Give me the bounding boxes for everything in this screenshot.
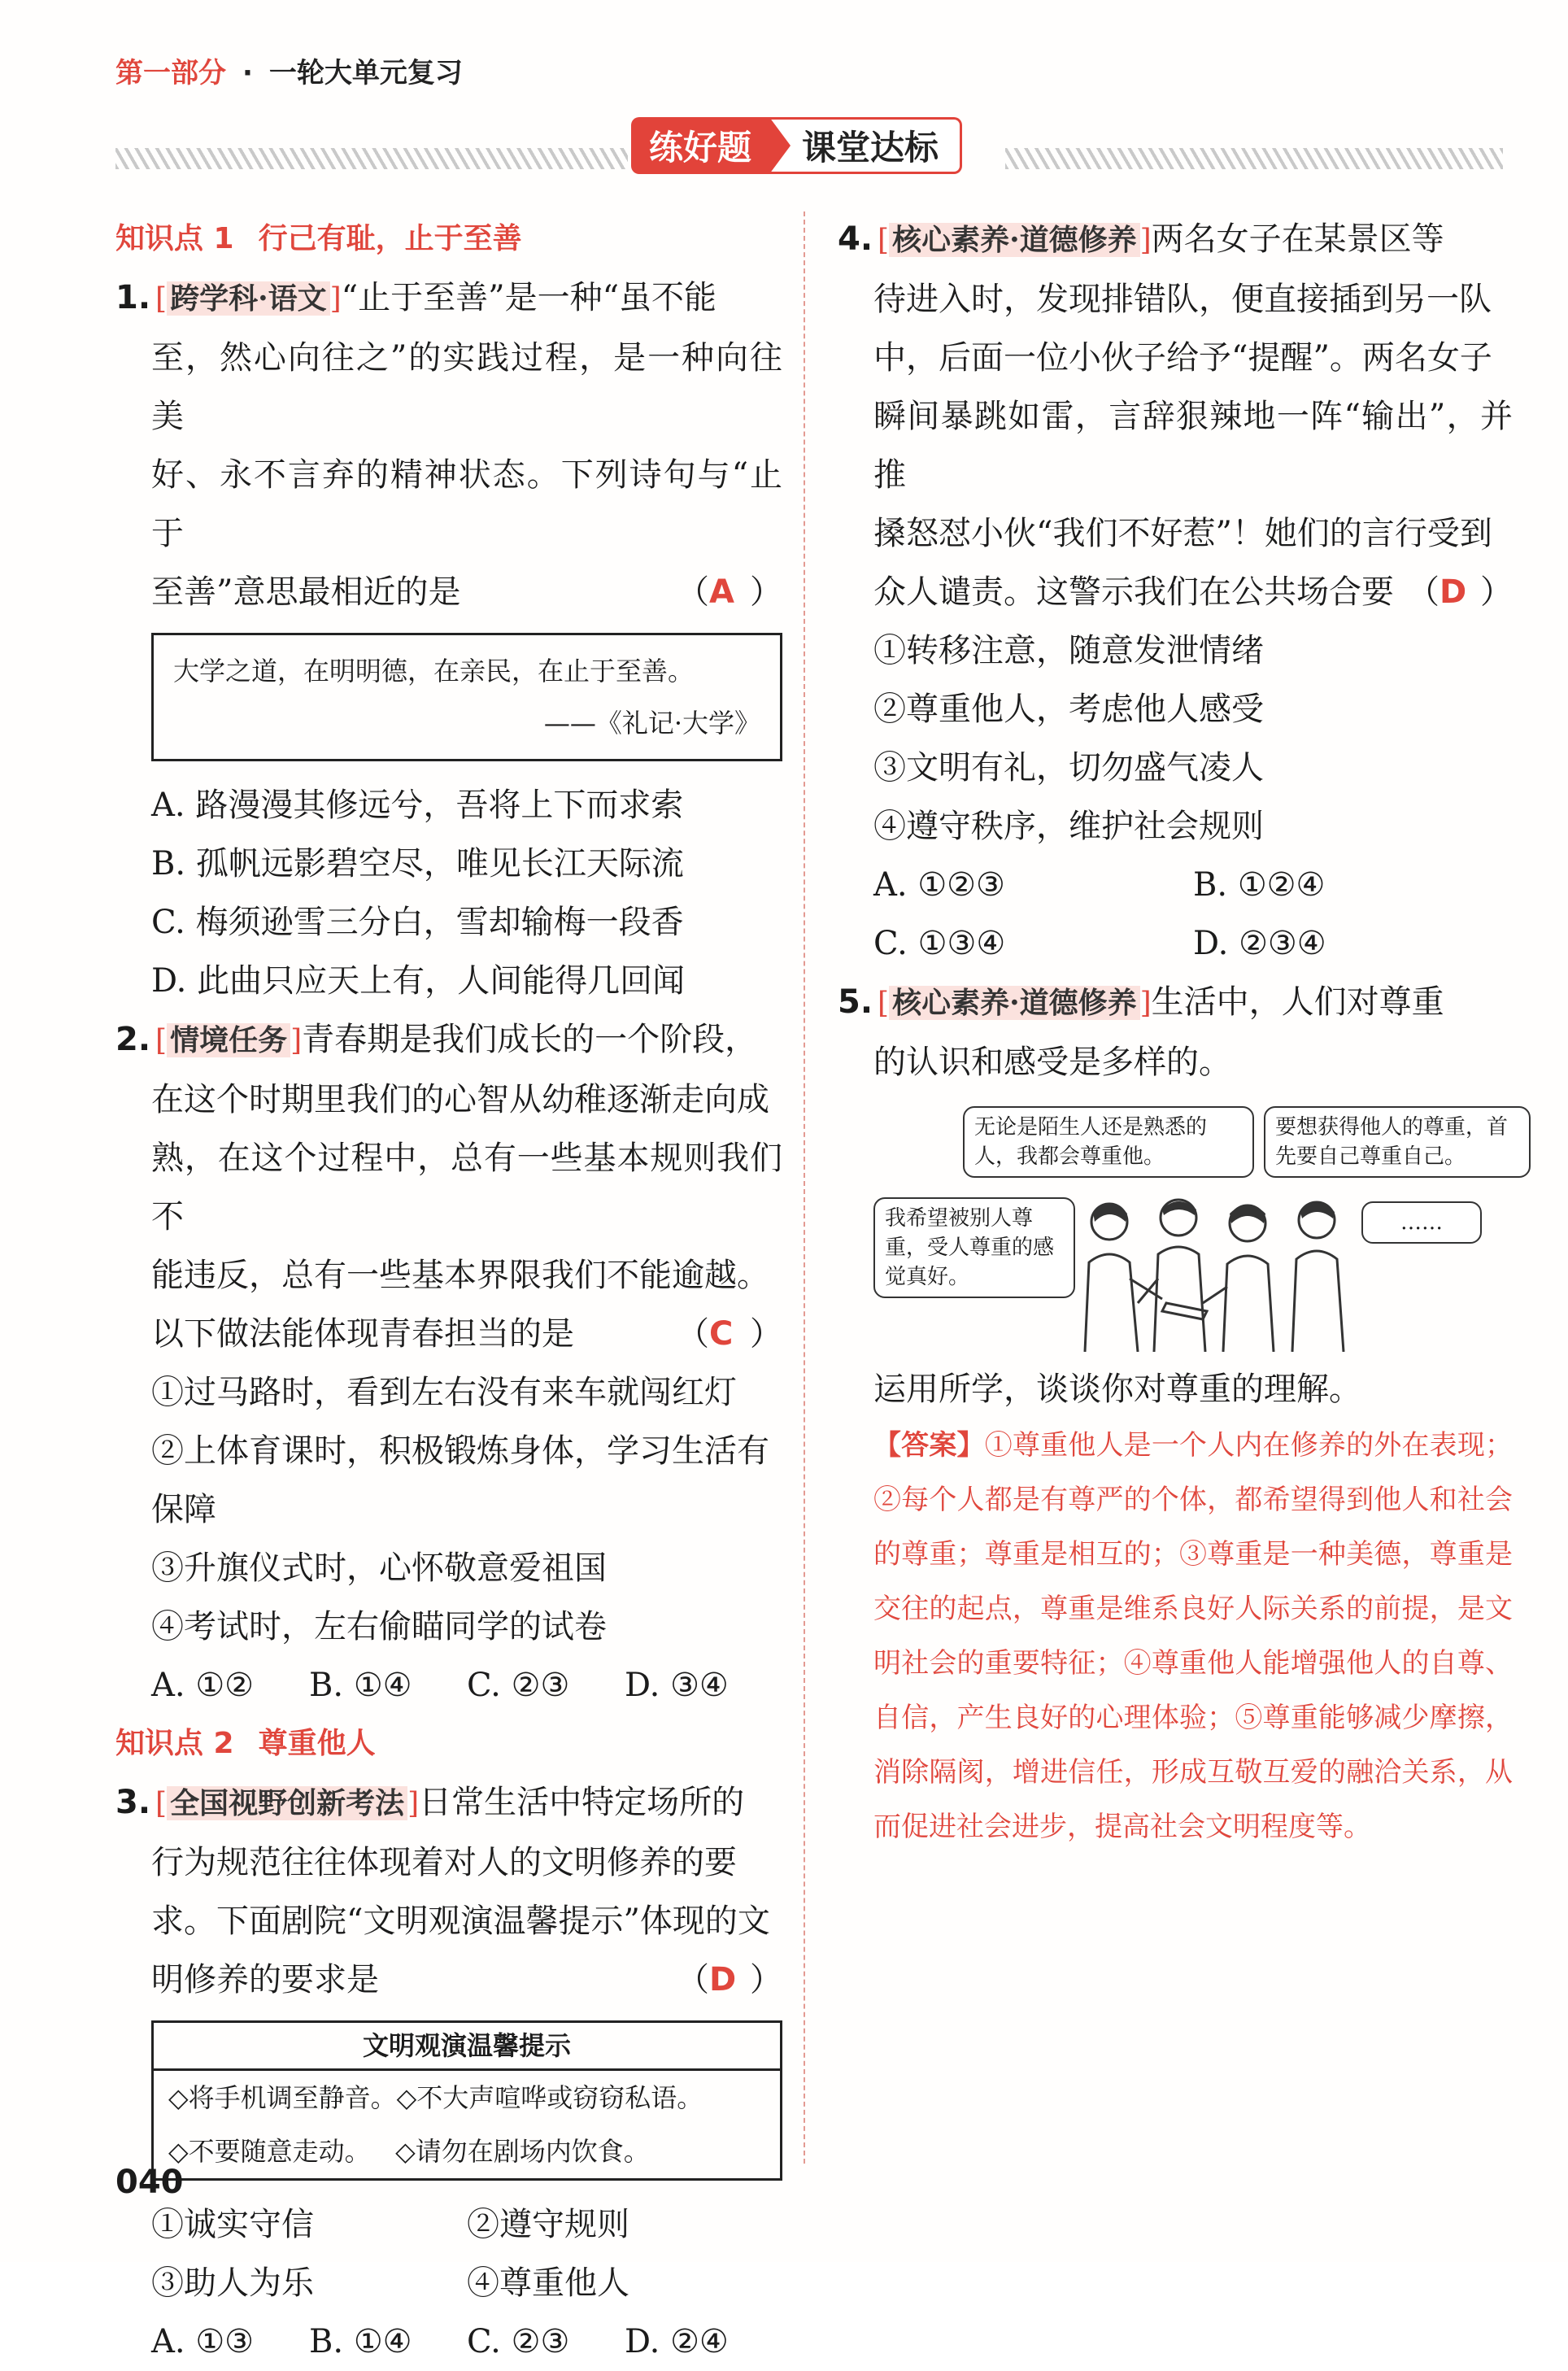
statement-1: ①过马路时，看到左右没有来车就闯红灯 (151, 1374, 737, 1411)
paren-open: （ (677, 573, 709, 611)
quote-source: ——《礼记·大学》 (543, 708, 760, 739)
statement-2: ②遵守规则 (467, 2206, 629, 2243)
page-header (115, 50, 463, 90)
answer-parens (1407, 563, 1513, 621)
statements-row (115, 2254, 782, 2312)
answer-letter: A (709, 573, 734, 611)
paren-open: （ (677, 1961, 709, 1998)
stem-line-last (115, 563, 782, 621)
statement-4: ④遵守秩序，维护社会规则 (873, 808, 1264, 845)
paren-close: ） (1480, 573, 1513, 611)
answer-label: 【答案】 (873, 1429, 985, 1462)
tag-bracket-open: [ (155, 1024, 168, 1057)
knowledge-point-2 (115, 1715, 782, 1773)
tag-text: 全国视野创新考法 (167, 1786, 407, 1820)
question-tag (878, 987, 1152, 1020)
stem-line: 能违反，总有一些基本界限我们不能逾越。 (151, 1257, 769, 1294)
stem-line: 搡怒怼小伙“我们不好惹”！她们的言行受到 (873, 515, 1492, 552)
speech-bubble-1: 无论是陌生人还是熟悉的人，我都会尊重他。 (963, 1106, 1254, 1178)
options-row (115, 1656, 782, 1715)
question-tag (878, 224, 1152, 257)
question-number: 5. (838, 983, 873, 1021)
options-row (838, 856, 1513, 914)
tag-bracket-close: ] (407, 1787, 420, 1820)
stem-line: 至，然心向往之”的实践过程，是一种向往美 (151, 339, 782, 435)
right-column (838, 210, 1513, 1855)
question-5 (838, 973, 1513, 1855)
stem-line: 的认识和感受是多样的。 (873, 1044, 1231, 1081)
decor-stripe-right (1005, 148, 1503, 169)
question-tag (155, 1024, 302, 1057)
quote-text: 大学之道，在明明德，在亲民，在止于至善。 (173, 656, 695, 686)
question-tag (155, 282, 342, 316)
answer-block (838, 1419, 1513, 1855)
kp-title: 尊重他人 (258, 1727, 376, 1760)
decor-stripe-left (115, 148, 628, 169)
tag-bracket-close: ] (290, 1024, 303, 1057)
section-banner (631, 117, 962, 174)
question-stem (838, 973, 1513, 1033)
question-stem (115, 1010, 782, 1070)
paren-close: ） (750, 1961, 782, 1998)
stem-line: 众人谴责。这警示我们在公共场合要 (873, 573, 1394, 611)
option-b: B. 孤帆远影碧空尽，唯见长江天际流 (151, 845, 684, 883)
header-subtitle: 一轮大单元复习 (268, 57, 463, 89)
stem-line: 中，后面一位小伙子给予“提醒”。两名女子 (873, 339, 1492, 377)
stem-line-last (115, 1950, 782, 2009)
tag-text: 跨学科·语文 (167, 281, 330, 316)
answer-parens (677, 1305, 782, 1363)
tag-bracket-open: [ (155, 282, 168, 316)
question-3 (115, 1773, 782, 2371)
paren-close: ） (750, 1315, 782, 1353)
statement-2: ②上体育课时，积极锻炼身体，学习生活有保障 (151, 1432, 769, 1528)
stem-line: 青春期是我们成长的一个阶段， (302, 1021, 758, 1058)
stem-line: 求。下面剧院“文明观演温馨提示”体现的文 (151, 1902, 770, 1940)
stem-line: “止于至善”是一种“虽不能 (341, 279, 717, 316)
question-4 (838, 210, 1513, 973)
stem-line: 熟，在这个过程中，总有一些基本规则我们不 (151, 1140, 782, 1236)
statement-1: ①诚实守信 (151, 2206, 314, 2243)
left-column (115, 210, 782, 2371)
statement-4: ④考试时，左右偷瞄同学的试卷 (151, 1608, 607, 1645)
question-1 (115, 268, 782, 1010)
question-stem (115, 1773, 782, 1833)
tag-bracket-close: ] (1139, 987, 1152, 1020)
option-d: D. ②④ (625, 2323, 729, 2360)
stem-line: 生活中，人们对尊重 (1151, 983, 1444, 1021)
statement-3: ③文明有礼，切勿盛气凌人 (873, 749, 1264, 787)
tag-text: 情境任务 (167, 1023, 290, 1057)
option-b: B. ①④ (309, 2323, 412, 2360)
speech-bubble-2: 要想获得他人的尊重，首先要自己尊重自己。 (1264, 1106, 1531, 1178)
option-c: C. ②③ (467, 2323, 570, 2360)
paren-open: （ (1407, 573, 1440, 611)
stem-line: 行为规范往往体现着对人的文明修养的要 (151, 1844, 737, 1881)
option-a: A. 路漫漫其修远兮，吾将上下而求索 (151, 787, 684, 824)
column-divider (804, 211, 805, 2164)
option-c: C. ②③ (467, 1667, 570, 1704)
statement-3: ③升旗仪式时，心怀敬意爱祖国 (151, 1549, 607, 1587)
notice-row: ◇将手机调至静音。◇不大声喧哗或窃窃私语。 (168, 2082, 703, 2113)
tag-bracket-close: ] (1139, 224, 1152, 257)
question-tag (155, 1787, 419, 1820)
tag-text: 核心素养·道德修养 (889, 223, 1140, 257)
statement-1: ①转移注意，随意发泄情绪 (873, 632, 1264, 669)
quote-box (151, 633, 782, 761)
paren-open: （ (677, 1315, 709, 1353)
paren-close: ） (750, 573, 782, 611)
question-number: 2. (115, 1021, 151, 1058)
answer-parens (677, 1950, 782, 2009)
option-d: D. 此曲只应天上有，人间能得几回闻 (151, 962, 686, 1000)
question-2 (115, 1010, 782, 1715)
answer-letter: D (709, 1961, 737, 1998)
tag-bracket-open: [ (155, 1787, 168, 1820)
page-number: 040 (115, 2164, 184, 2201)
question-stem (838, 210, 1513, 270)
option-a: A. ①③ (151, 2323, 255, 2360)
option-d: D. ②③④ (1193, 925, 1326, 962)
question-prompt: 运用所学，谈谈你对尊重的理解。 (873, 1371, 1361, 1408)
notice-title: 文明观演温馨提示 (154, 2023, 780, 2071)
tag-text: 核心素养·道德修养 (889, 986, 1140, 1020)
notice-box (151, 2020, 782, 2181)
kp-title: 行己有耻，止于至善 (258, 222, 522, 255)
question-number: 4. (838, 220, 873, 258)
knowledge-point-1 (115, 210, 782, 268)
option-c: C. 梅须逊雪三分白，雪却输梅一段香 (151, 904, 684, 941)
statement-2: ②尊重他人，考虑他人感受 (873, 691, 1264, 728)
option-d: D. ③④ (625, 1667, 729, 1704)
answer-text: ①尊重他人是一个人内在修养的外在表现；②每个人都是有尊严的个体，都希望得到他人和社会的尊重；尊重是相互的；③尊重是一种美德，尊重是交往的起点，尊重是维系良好人际关系的前提，是文明社会的重要特征；④尊重他人能增强他人的自尊、自信，产生良好的心理体验；⑤尊重能够减少摩擦，消除隔阂，增进信任，形成互敬互爱的融洽关系，从而促进社会进步，提高社会文明程度等。 (873, 1429, 1514, 1843)
stem-line: 在这个时期里我们的心智从幼稚逐渐走向成 (151, 1081, 769, 1118)
question-number: 3. (115, 1784, 151, 1821)
kp-number: 知识点 2 (115, 1727, 234, 1760)
notice-item: ◇不要随意走动。 (168, 2136, 371, 2167)
option-a: A. ①② (151, 1667, 255, 1704)
stem-line-last (115, 1305, 782, 1363)
answer-parens (677, 563, 782, 621)
statement-3: ③助人为乐 (151, 2264, 314, 2302)
option-b: B. ①④ (309, 1667, 412, 1704)
students-drawing-icon (1069, 1189, 1361, 1352)
answer-letter: C (709, 1315, 734, 1353)
tag-bracket-close: ] (329, 282, 342, 316)
header-separator: · (242, 57, 253, 89)
options-row (115, 2312, 782, 2371)
statements-row (115, 2195, 782, 2254)
answer-letter: D (1440, 573, 1467, 611)
stem-line: 两名女子在某景区等 (1151, 220, 1444, 258)
stem-line: 瞬间暴跳如雷，言辞狠辣地一阵“输出”，并推 (873, 398, 1513, 494)
speech-bubble-3: 我希望被别人尊重，受人尊重的感觉真好。 (873, 1197, 1075, 1298)
kp-number: 知识点 1 (115, 222, 234, 255)
tag-bracket-open: [ (878, 224, 890, 257)
option-c: C. ①③④ (873, 925, 1006, 962)
stem-line: 以下做法能体现青春担当的是 (151, 1315, 574, 1353)
stem-line: 待进入时，发现排错队，便直接插到另一队 (873, 281, 1492, 318)
stem-line: 日常生活中特定场所的 (419, 1784, 745, 1821)
option-b: B. ①②④ (1193, 866, 1326, 904)
banner-label-1: 练好题 (631, 117, 769, 174)
stem-line: 明修养的要求是 (151, 1961, 379, 1998)
stem-line-last (838, 563, 1513, 621)
question-number: 1. (115, 279, 151, 316)
stem-line: 好、永不言弃的精神状态。下列诗句与“止于 (151, 456, 782, 552)
students-illustration (873, 1092, 1513, 1360)
notice-row (154, 2125, 780, 2178)
option-a: A. ①②③ (873, 866, 1005, 904)
statement-4: ④尊重他人 (467, 2264, 629, 2302)
header-part: 第一部分 (115, 57, 226, 89)
notice-item: ◇请勿在剧场内饮食。 (395, 2136, 650, 2167)
speech-bubble-4: …… (1361, 1201, 1482, 1244)
options-row (838, 914, 1513, 973)
stem-line: 至善”意思最相近的是 (151, 573, 461, 611)
question-stem (115, 268, 782, 329)
tag-bracket-open: [ (878, 987, 890, 1020)
banner-label-2: 课堂达标 (769, 117, 962, 174)
